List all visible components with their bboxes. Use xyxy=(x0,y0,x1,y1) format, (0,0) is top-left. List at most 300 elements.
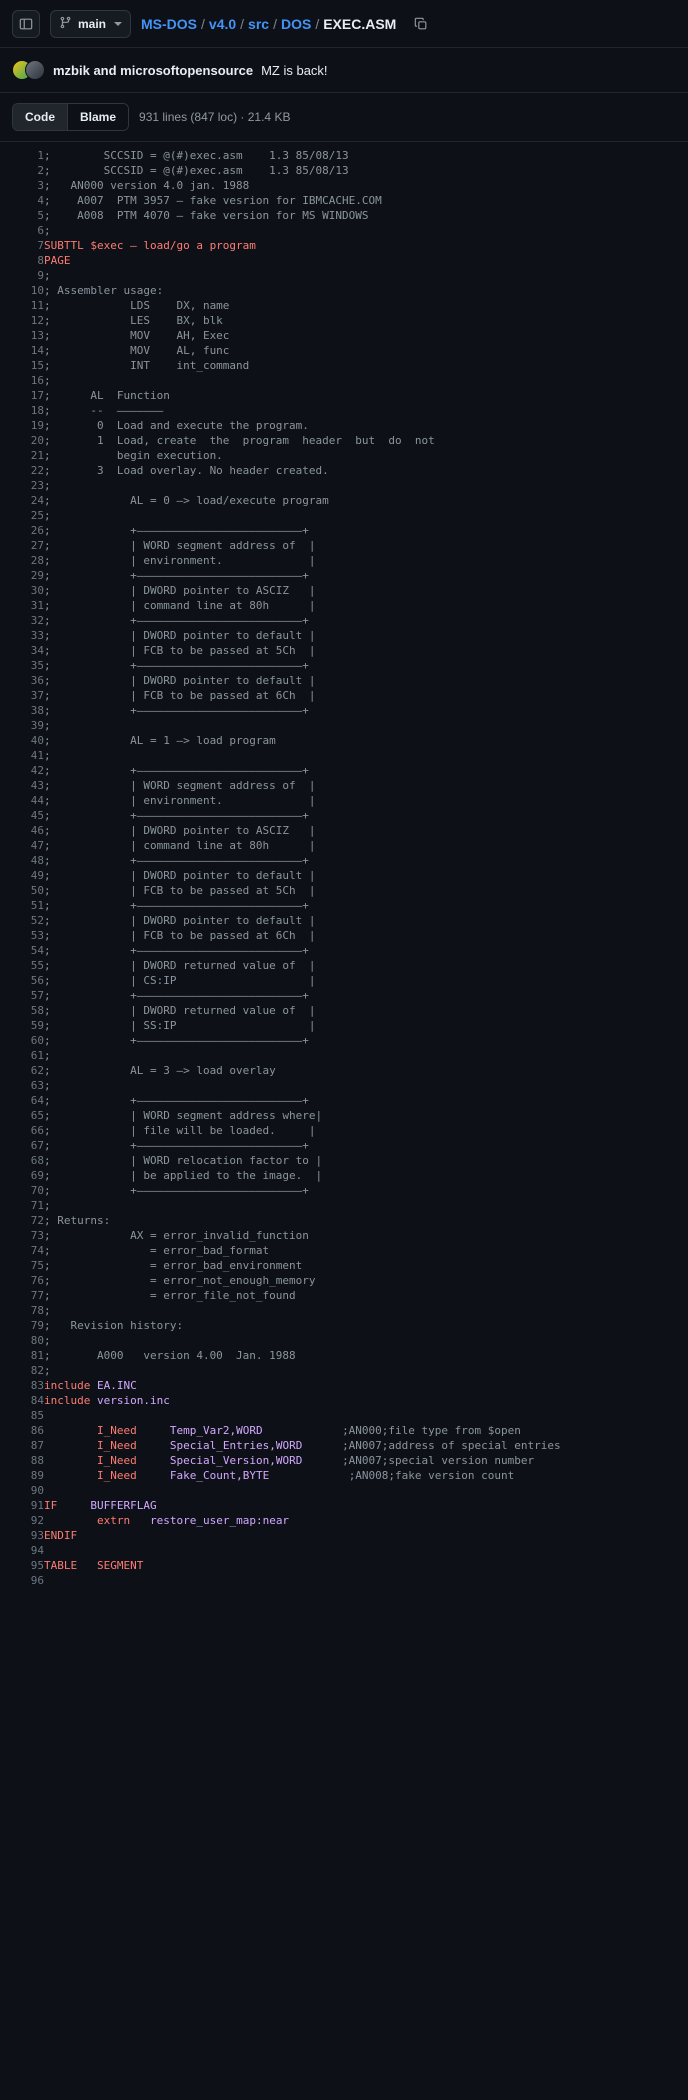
breadcrumb-item-1[interactable]: v4.0 xyxy=(208,15,237,32)
line-number[interactable]: 58 xyxy=(30,1004,44,1017)
line-number[interactable]: 95 xyxy=(30,1559,44,1572)
code-line xyxy=(0,193,688,208)
line-number[interactable]: 21 xyxy=(30,449,44,462)
line-content[interactable] xyxy=(44,433,688,448)
line-content[interactable] xyxy=(44,1258,688,1273)
line-content[interactable] xyxy=(44,928,688,943)
line-number[interactable]: 56 xyxy=(30,974,44,987)
line-content[interactable] xyxy=(44,313,688,328)
branch-selector-button[interactable] xyxy=(50,10,131,38)
code-line xyxy=(0,643,688,658)
code-table xyxy=(0,148,688,1588)
line-number[interactable]: 71 xyxy=(30,1199,44,1212)
code-line xyxy=(0,1243,688,1258)
code-line xyxy=(0,1483,688,1498)
code-line xyxy=(0,433,688,448)
line-number[interactable]: 75 xyxy=(30,1259,44,1272)
line-number[interactable]: 7 xyxy=(37,239,44,252)
code-line xyxy=(0,343,688,358)
line-number[interactable]: 2 xyxy=(37,164,44,177)
line-number[interactable]: 3 xyxy=(37,179,44,192)
line-content[interactable] xyxy=(44,1528,688,1543)
line-number[interactable]: 73 xyxy=(30,1229,44,1242)
code-line xyxy=(0,283,688,298)
line-number[interactable]: 55 xyxy=(30,959,44,972)
code-token: ;AN000;file type from $open xyxy=(342,1424,521,1437)
code-token: include xyxy=(44,1394,97,1407)
line-number[interactable]: 89 xyxy=(30,1469,44,1482)
line-content[interactable] xyxy=(44,838,688,853)
line-number[interactable]: 85 xyxy=(30,1409,44,1422)
line-number[interactable]: 46 xyxy=(30,824,44,837)
line-number[interactable]: 30 xyxy=(30,584,44,597)
code-token: I_Need xyxy=(96,1439,137,1452)
line-number[interactable]: 93 xyxy=(30,1529,44,1542)
line-content[interactable] xyxy=(44,703,688,718)
line-content[interactable] xyxy=(44,538,688,553)
line-number[interactable]: 81 xyxy=(30,1349,44,1362)
line-number[interactable]: 29 xyxy=(30,569,44,582)
line-content[interactable] xyxy=(44,1573,688,1588)
code-token: ; | FCB to be passed at 5Ch | xyxy=(44,884,316,897)
line-number[interactable]: 34 xyxy=(30,644,44,657)
code-token: I_Need xyxy=(96,1454,137,1467)
code-token: ; xyxy=(44,1199,51,1212)
line-content[interactable] xyxy=(44,208,688,223)
code-line xyxy=(0,1108,688,1123)
line-number[interactable]: 49 xyxy=(30,869,44,882)
code-line xyxy=(0,403,688,418)
breadcrumb-item-2[interactable]: src xyxy=(248,15,270,32)
line-content[interactable] xyxy=(44,1048,688,1063)
line-number[interactable]: 59 xyxy=(30,1019,44,1032)
code-blame-toggle xyxy=(12,103,129,131)
line-number[interactable]: 11 xyxy=(30,299,44,312)
line-number[interactable]: 53 xyxy=(30,929,44,942)
line-number[interactable]: 86 xyxy=(30,1424,44,1437)
file-meta: 931 lines (847 loc) · 21.4 KB xyxy=(139,110,291,124)
line-content[interactable] xyxy=(44,1138,688,1153)
code-token: ; | DWORD pointer to default | xyxy=(44,869,316,882)
line-number[interactable]: 28 xyxy=(30,554,44,567)
line-number[interactable]: 43 xyxy=(30,779,44,792)
code-token: ; | WORD relocation factor to | xyxy=(44,1154,323,1167)
line-content[interactable] xyxy=(44,568,688,583)
line-content[interactable] xyxy=(44,1348,688,1363)
line-number[interactable]: 67 xyxy=(30,1139,44,1152)
line-content[interactable] xyxy=(44,478,688,493)
line-number[interactable]: 15 xyxy=(30,359,44,372)
code-token: ; AL = 3 —> load overlay xyxy=(44,1064,276,1077)
line-content[interactable] xyxy=(44,913,688,928)
code-token: ; xyxy=(44,1334,51,1347)
line-content[interactable] xyxy=(44,1483,688,1498)
code-token: ; | be applied to the image. | xyxy=(44,1169,323,1182)
line-content[interactable] xyxy=(44,988,688,1003)
line-number[interactable]: 16 xyxy=(30,374,44,387)
line-number[interactable]: 84 xyxy=(30,1394,44,1407)
line-content[interactable] xyxy=(44,1003,688,1018)
code-line xyxy=(0,958,688,973)
line-number[interactable]: 72 xyxy=(30,1214,44,1227)
tab-code[interactable]: Code xyxy=(13,104,68,130)
line-number[interactable]: 91 xyxy=(30,1499,44,1512)
line-content[interactable] xyxy=(44,1093,688,1108)
line-number[interactable]: 90 xyxy=(30,1484,44,1497)
line-content[interactable] xyxy=(44,1333,688,1348)
line-content[interactable] xyxy=(44,658,688,673)
line-content[interactable] xyxy=(44,598,688,613)
line-number[interactable]: 82 xyxy=(30,1364,44,1377)
line-content[interactable] xyxy=(44,223,688,238)
code-token: ; | FCB to be passed at 6Ch | xyxy=(44,929,316,942)
line-number[interactable]: 4 xyxy=(37,194,44,207)
code-token xyxy=(57,1499,90,1512)
code-token: ; +—————————————————————————+ xyxy=(44,989,309,1002)
code-line xyxy=(0,1228,688,1243)
line-content[interactable] xyxy=(44,823,688,838)
line-number[interactable]: 1 xyxy=(37,149,44,162)
breadcrumb-item-3[interactable]: DOS xyxy=(280,15,312,32)
line-number[interactable]: 10 xyxy=(30,284,44,297)
code-token: ; = error_file_not_found xyxy=(44,1289,296,1302)
line-number[interactable]: 77 xyxy=(30,1289,44,1302)
line-content[interactable] xyxy=(44,1498,688,1513)
line-content[interactable] xyxy=(44,853,688,868)
code-line xyxy=(0,973,688,988)
line-number[interactable]: 83 xyxy=(30,1379,44,1392)
line-content[interactable] xyxy=(44,613,688,628)
code-token: Special_Version,WORD xyxy=(169,1454,303,1467)
line-content[interactable] xyxy=(44,1168,688,1183)
line-number[interactable]: 54 xyxy=(30,944,44,957)
code-token: ; INT int_command xyxy=(44,359,250,372)
line-content[interactable] xyxy=(44,1243,688,1258)
code-token: ;AN007;special version number xyxy=(342,1454,535,1467)
line-content[interactable] xyxy=(44,883,688,898)
breadcrumb-separator: / xyxy=(315,15,320,32)
line-number[interactable]: 42 xyxy=(30,764,44,777)
code-token: ; | DWORD returned value of | xyxy=(44,959,316,972)
code-token: ; AL = 0 —> load/execute program xyxy=(44,494,329,507)
line-content[interactable] xyxy=(44,1213,688,1228)
line-content[interactable] xyxy=(44,253,688,268)
line-content[interactable] xyxy=(44,193,688,208)
breadcrumb-item-0[interactable]: MS-DOS xyxy=(141,15,198,32)
code-line xyxy=(0,298,688,313)
line-number[interactable]: 57 xyxy=(30,989,44,1002)
chevron-down-icon xyxy=(114,22,122,26)
code-line xyxy=(0,838,688,853)
code-line xyxy=(0,763,688,778)
latest-commit-bar xyxy=(0,48,688,93)
line-content[interactable] xyxy=(44,1468,688,1483)
line-number[interactable]: 9 xyxy=(37,269,44,282)
breadcrumb xyxy=(141,16,396,32)
line-number[interactable]: 36 xyxy=(30,674,44,687)
avatar[interactable] xyxy=(25,60,45,80)
code-line xyxy=(0,583,688,598)
line-number[interactable]: 35 xyxy=(30,659,44,672)
line-number[interactable]: 6 xyxy=(37,224,44,237)
line-number[interactable]: 18 xyxy=(30,404,44,417)
line-number[interactable]: 45 xyxy=(30,809,44,822)
code-line xyxy=(0,1348,688,1363)
code-token: ; | environment. | xyxy=(44,554,316,567)
code-token: version.inc xyxy=(96,1394,170,1407)
code-token: ; | CS:IP | xyxy=(44,974,316,987)
code-token: ; A000 version 4.00 Jan. 1988 xyxy=(44,1349,296,1362)
code-token: ; | environment. | xyxy=(44,794,316,807)
line-number[interactable]: 96 xyxy=(30,1574,44,1587)
line-number[interactable]: 80 xyxy=(30,1334,44,1347)
line-content[interactable] xyxy=(44,1288,688,1303)
line-content[interactable] xyxy=(44,1363,688,1378)
line-content[interactable] xyxy=(44,343,688,358)
line-content[interactable] xyxy=(44,958,688,973)
line-content[interactable] xyxy=(44,1393,688,1408)
line-content[interactable] xyxy=(44,1198,688,1213)
code-token: I_Need xyxy=(96,1424,137,1437)
line-number[interactable]: 22 xyxy=(30,464,44,477)
line-content[interactable] xyxy=(44,778,688,793)
line-number[interactable]: 19 xyxy=(30,419,44,432)
branch-icon xyxy=(59,16,72,32)
code-token: ; | DWORD pointer to default | xyxy=(44,674,316,687)
code-line xyxy=(0,373,688,388)
code-line xyxy=(0,928,688,943)
line-number[interactable]: 33 xyxy=(30,629,44,642)
line-content[interactable] xyxy=(44,583,688,598)
line-content[interactable] xyxy=(44,1018,688,1033)
code-token: PAGE xyxy=(44,254,71,267)
line-number[interactable]: 32 xyxy=(30,614,44,627)
line-number[interactable]: 87 xyxy=(30,1439,44,1452)
line-number[interactable]: 26 xyxy=(30,524,44,537)
line-number[interactable]: 92 xyxy=(30,1514,44,1527)
breadcrumb-separator: / xyxy=(201,15,205,32)
line-content[interactable] xyxy=(44,1063,688,1078)
line-content[interactable] xyxy=(44,1513,688,1528)
line-content[interactable] xyxy=(44,298,688,313)
code-token xyxy=(44,1439,97,1452)
code-line xyxy=(0,868,688,883)
code-line xyxy=(0,1363,688,1378)
line-number[interactable]: 94 xyxy=(30,1544,44,1557)
line-content[interactable] xyxy=(44,508,688,523)
line-number[interactable]: 39 xyxy=(30,719,44,732)
code-line xyxy=(0,1198,688,1213)
line-number[interactable]: 8 xyxy=(37,254,44,267)
line-content[interactable] xyxy=(44,748,688,763)
code-line xyxy=(0,883,688,898)
line-content[interactable] xyxy=(44,1543,688,1558)
code-line xyxy=(0,448,688,463)
code-line xyxy=(0,1048,688,1063)
line-content[interactable] xyxy=(44,868,688,883)
line-content[interactable] xyxy=(44,1108,688,1123)
line-number[interactable]: 40 xyxy=(30,734,44,747)
line-content[interactable] xyxy=(44,973,688,988)
line-content[interactable] xyxy=(44,163,688,178)
line-content[interactable] xyxy=(44,1423,688,1438)
code-token: Special_Entries,WORD xyxy=(169,1439,303,1452)
code-line xyxy=(0,1018,688,1033)
line-content[interactable] xyxy=(44,793,688,808)
code-line xyxy=(0,1213,688,1228)
line-number[interactable]: 74 xyxy=(30,1244,44,1257)
line-number[interactable]: 25 xyxy=(30,509,44,522)
line-number[interactable]: 88 xyxy=(30,1454,44,1467)
line-content[interactable] xyxy=(44,1033,688,1048)
code-line xyxy=(0,1303,688,1318)
line-number[interactable]: 23 xyxy=(30,479,44,492)
code-line xyxy=(0,988,688,1003)
line-number[interactable]: 47 xyxy=(30,839,44,852)
code-token: ; | SS:IP | xyxy=(44,1019,316,1032)
code-token: ENDIF xyxy=(44,1529,78,1542)
line-content[interactable] xyxy=(44,268,688,283)
code-line xyxy=(0,1003,688,1018)
line-number[interactable]: 65 xyxy=(30,1109,44,1122)
code-line xyxy=(0,1138,688,1153)
line-content[interactable] xyxy=(44,1453,688,1468)
line-content[interactable] xyxy=(44,898,688,913)
line-number[interactable]: 62 xyxy=(30,1064,44,1077)
code-line xyxy=(0,1573,688,1588)
line-number[interactable]: 61 xyxy=(30,1049,44,1062)
line-content[interactable] xyxy=(44,418,688,433)
code-token: ; | DWORD pointer to default | xyxy=(44,914,316,927)
line-number[interactable]: 50 xyxy=(30,884,44,897)
line-content[interactable] xyxy=(44,283,688,298)
line-number[interactable]: 41 xyxy=(30,749,44,762)
line-number[interactable]: 31 xyxy=(30,599,44,612)
line-content[interactable] xyxy=(44,1378,688,1393)
code-token: restore_user_map:near xyxy=(149,1514,290,1527)
line-number[interactable]: 12 xyxy=(30,314,44,327)
line-content[interactable] xyxy=(44,733,688,748)
line-content[interactable] xyxy=(44,1228,688,1243)
code-line xyxy=(0,778,688,793)
line-number[interactable]: 68 xyxy=(30,1154,44,1167)
tab-blame[interactable]: Blame xyxy=(68,104,128,130)
line-number[interactable]: 60 xyxy=(30,1034,44,1047)
line-content[interactable] xyxy=(44,388,688,403)
line-content[interactable] xyxy=(44,1183,688,1198)
commit-message[interactable]: MZ is back! xyxy=(261,62,328,78)
copy-icon[interactable] xyxy=(410,13,432,35)
line-content[interactable] xyxy=(44,1318,688,1333)
breadcrumb-separator: / xyxy=(240,15,245,32)
line-number[interactable]: 51 xyxy=(30,899,44,912)
commit-authors[interactable]: mzbik and microsoftopensource xyxy=(53,62,254,78)
line-content[interactable] xyxy=(44,1558,688,1573)
code-token: TABLE xyxy=(44,1559,78,1572)
line-content[interactable] xyxy=(44,403,688,418)
line-number[interactable]: 78 xyxy=(30,1304,44,1317)
code-line xyxy=(0,163,688,178)
code-line xyxy=(0,1378,688,1393)
avatar-group xyxy=(12,60,45,80)
line-content[interactable] xyxy=(44,448,688,463)
line-content[interactable] xyxy=(44,1078,688,1093)
line-number[interactable]: 69 xyxy=(30,1169,44,1182)
line-number[interactable]: 64 xyxy=(30,1094,44,1107)
line-number[interactable]: 13 xyxy=(30,329,44,342)
line-content[interactable] xyxy=(44,1438,688,1453)
line-content[interactable] xyxy=(44,553,688,568)
line-content[interactable] xyxy=(44,1273,688,1288)
line-number[interactable]: 14 xyxy=(30,344,44,357)
line-number[interactable]: 48 xyxy=(30,854,44,867)
line-number[interactable]: 24 xyxy=(30,494,44,507)
line-content[interactable] xyxy=(44,718,688,733)
line-number[interactable]: 66 xyxy=(30,1124,44,1137)
line-number[interactable]: 27 xyxy=(30,539,44,552)
line-content[interactable] xyxy=(44,178,688,193)
line-content[interactable] xyxy=(44,358,688,373)
code-token: ; | DWORD pointer to default | xyxy=(44,629,316,642)
line-content[interactable] xyxy=(44,463,688,478)
line-content[interactable] xyxy=(44,373,688,388)
line-content[interactable] xyxy=(44,1153,688,1168)
line-number[interactable]: 5 xyxy=(37,209,44,222)
line-number[interactable]: 70 xyxy=(30,1184,44,1197)
code-line xyxy=(0,1168,688,1183)
line-number[interactable]: 38 xyxy=(30,704,44,717)
line-content[interactable] xyxy=(44,943,688,958)
code-line xyxy=(0,223,688,238)
line-number[interactable]: 52 xyxy=(30,914,44,927)
code-token: ; SCCSID = @(#)exec.asm 1.3 85/08/13 xyxy=(44,149,349,162)
code-token: ; +—————————————————————————+ xyxy=(44,569,309,582)
line-number[interactable]: 63 xyxy=(30,1079,44,1092)
line-content[interactable] xyxy=(44,808,688,823)
line-content[interactable] xyxy=(44,763,688,778)
line-content[interactable] xyxy=(44,673,688,688)
code-token: ; = error_bad_environment xyxy=(44,1259,303,1272)
code-line xyxy=(0,853,688,868)
line-content[interactable] xyxy=(44,493,688,508)
line-content[interactable] xyxy=(44,523,688,538)
code-token: EA.INC xyxy=(96,1379,137,1392)
line-number[interactable]: 37 xyxy=(30,689,44,702)
code-line xyxy=(0,718,688,733)
line-content[interactable] xyxy=(44,238,688,253)
code-token xyxy=(137,1454,170,1467)
code-token: ; = error_not_enough_memory xyxy=(44,1274,316,1287)
line-content[interactable] xyxy=(44,1303,688,1318)
code-token: ; +—————————————————————————+ xyxy=(44,809,309,822)
line-content[interactable] xyxy=(44,628,688,643)
line-content[interactable] xyxy=(44,148,688,163)
line-number[interactable]: 20 xyxy=(30,434,44,447)
line-content[interactable] xyxy=(44,643,688,658)
code-token: ; AL = 1 —> load program xyxy=(44,734,276,747)
line-content[interactable] xyxy=(44,688,688,703)
line-content[interactable] xyxy=(44,328,688,343)
line-content[interactable] xyxy=(44,1408,688,1423)
line-number[interactable]: 79 xyxy=(30,1319,44,1332)
line-content[interactable] xyxy=(44,1123,688,1138)
line-number[interactable]: 17 xyxy=(30,389,44,402)
line-number[interactable]: 44 xyxy=(30,794,44,807)
sidebar-expand-icon[interactable] xyxy=(12,10,40,38)
code-token: ; A007 PTM 3957 — fake vesrion for IBMCACHE.COM xyxy=(44,194,382,207)
code-token: ; = error_bad_format xyxy=(44,1244,270,1257)
line-number[interactable]: 76 xyxy=(30,1274,44,1287)
